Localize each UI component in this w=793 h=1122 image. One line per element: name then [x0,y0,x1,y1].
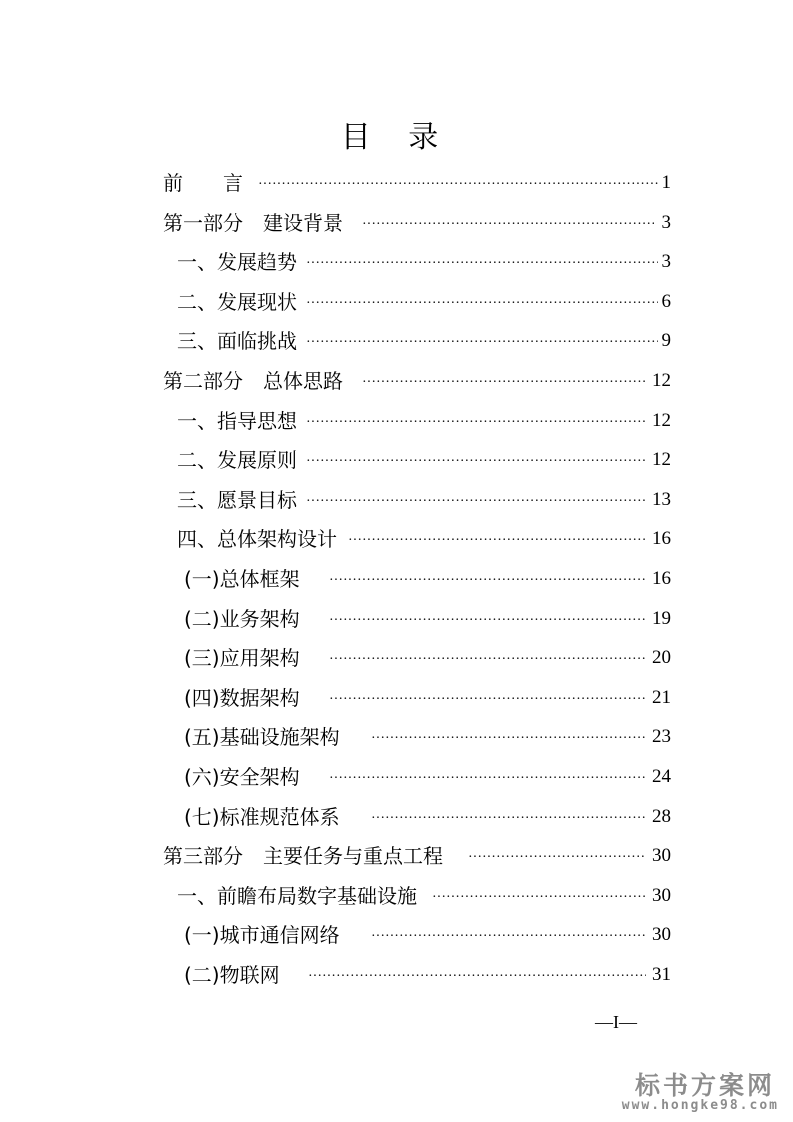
toc-entry [0,170,793,196]
toc-entry [0,408,793,434]
toc-entry-page: 6 [661,290,671,312]
toc-leader-dots [329,685,646,711]
watermark-url: www.hongke98.com [621,1098,779,1113]
toc-entry-page: 13 [652,488,671,510]
toc-entry [0,210,793,236]
toc-entry [0,883,793,909]
toc-entry-label: (五)基础设施架构 [184,725,340,750]
toc-entry [0,368,793,394]
toc-entry-page: 1 [661,172,671,193]
toc-entry-page: 24 [652,766,671,787]
toc-leader-dots [468,843,646,869]
toc-entry [0,566,793,592]
toc-entry-label: 二、发展现状 [177,289,297,314]
toc-leader-dots [371,804,646,830]
toc-entry-label: (四)数据架构 [184,685,300,710]
toc-entry [0,764,793,790]
toc-entry-label: (六)安全架构 [184,765,300,789]
toc-leader-dots [306,408,646,434]
toc-entry-label: (一)城市通信网络 [184,923,340,948]
toc-entry-page: 9 [661,330,671,352]
toc-leader-dots [329,645,646,671]
page-title: 目 录 [340,120,453,155]
toc-entry-label: (七)标准规范体系 [184,804,340,829]
toc-entry-label: 四、总体架构设计 [177,527,337,552]
toc-entry [0,447,793,473]
toc-entry [0,843,793,869]
toc-entry-label: 一、发展趋势 [177,250,297,275]
toc-entry-label: (二)业务架构 [184,606,300,631]
toc-entry-page: 30 [652,884,671,906]
toc-entry [0,328,793,354]
toc-entry-label: 一、指导思想 [177,408,297,433]
toc-entry [0,922,793,948]
toc-entry [0,962,793,988]
toc-entry-page: 12 [652,449,671,471]
toc-entry [0,289,793,315]
toc-entry-label: 前 言 [163,171,243,195]
toc-leader-dots [362,210,654,236]
toc-entry-label: (三)应用架构 [184,646,300,671]
toc-leader-dots [348,526,646,552]
toc-entry [0,804,793,830]
toc-leader-dots [371,724,646,750]
toc-leader-dots [432,883,646,909]
watermark-text: 标书方案网 [634,1071,775,1100]
toc-entry-label: 第三部分 主要任务与重点工程 [163,844,443,869]
toc-entry [0,724,793,750]
toc-entry-label: (二)物联网 [184,963,280,987]
toc-entry-page: 3 [661,251,671,273]
toc-leader-dots [306,249,658,275]
toc-leader-dots [371,922,646,948]
toc-leader-dots [329,566,646,592]
toc-leader-dots [306,447,646,473]
toc-entry-label: (一)总体框架 [184,567,300,591]
toc-entry-page: 16 [652,568,671,589]
toc-entry [0,606,793,632]
toc-entry-page: 16 [652,528,671,550]
toc-entry-page: 3 [661,211,671,233]
toc-leader-dots [306,487,646,513]
toc-entry-page: 23 [652,726,671,748]
toc-leader-dots [306,289,658,315]
toc-entry-page: 30 [652,845,671,867]
toc-entry-label: 第一部分 建设背景 [163,210,343,235]
toc-leader-dots [362,368,646,394]
toc-entry-page: 28 [652,805,671,827]
toc-entry-label: 三、面临挑战 [177,329,297,354]
toc-leader-dots [306,328,658,354]
toc-entry [0,526,793,552]
toc-leader-dots [258,170,658,196]
toc-entry-page: 20 [652,647,671,669]
toc-entry-label: 一、前瞻布局数字基础设施 [177,883,417,908]
toc-leader-dots [329,606,646,632]
toc-leader-dots [308,962,646,988]
toc-entry-page: 30 [652,924,671,946]
toc-entry [0,249,793,275]
toc-leader-dots [329,764,646,790]
toc-entry-page: 19 [652,607,671,629]
toc-entry [0,487,793,513]
toc-entry-label: 二、发展原则 [177,448,297,473]
toc-entry-label: 三、愿景目标 [177,487,297,512]
toc-entry-label: 第二部分 总体思路 [163,369,343,393]
page-number-footer: —I— [595,1012,637,1032]
toc-entry-page: 12 [652,370,671,391]
toc-entry-page: 21 [652,686,671,708]
toc-entry-page: 12 [652,409,671,431]
toc-entry [0,645,793,671]
toc-entry [0,685,793,711]
toc-entry-page: 31 [652,964,671,985]
